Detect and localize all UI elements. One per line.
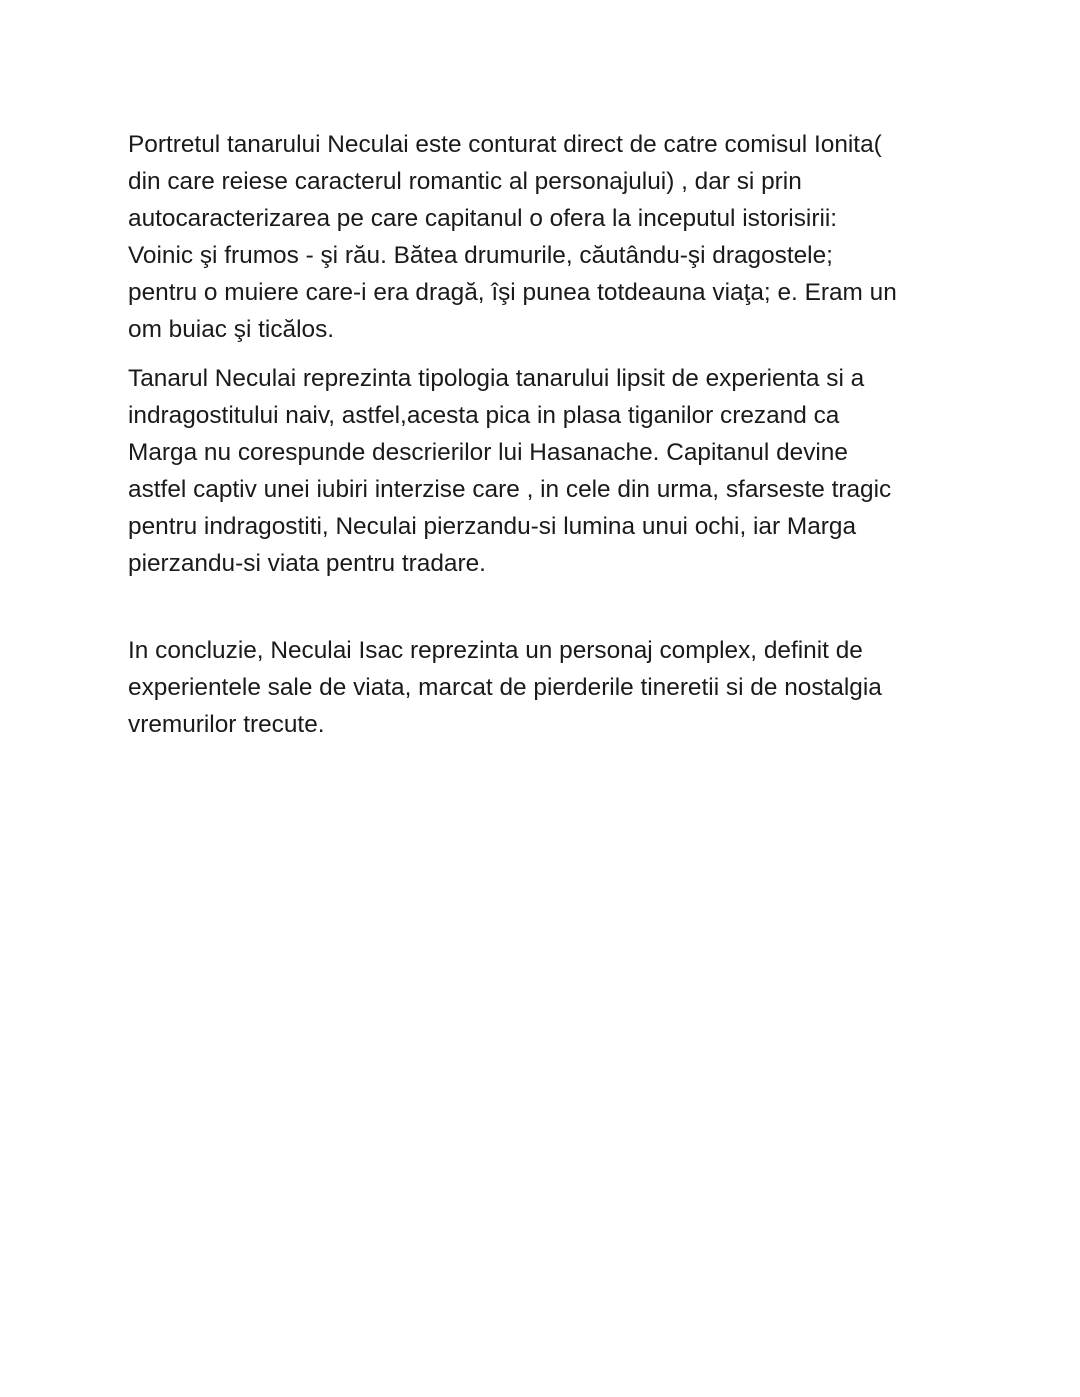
paragraph-typology [128,360,958,582]
paragraph-portrait [128,126,958,348]
text-line: pentru o muiere care-i era dragă, îşi punea totdeauna viaţa; e. Eram un [128,279,897,306]
text-line: om buiac şi ticălos. [128,316,335,343]
text-line: astfel captiv unei iubiri interzise care , in cele din urma, sfarseste tragic [128,476,892,503]
document-body [128,126,958,743]
text-line: In concluzie, Neculai Isac reprezinta un personaj complex, definit de [128,637,863,664]
paragraph-conclusion [128,632,958,743]
text-line: vremurilor trecute. [128,711,325,738]
text-line: Portretul tanarului Neculai este conturat direct de catre comisul Ionita( [128,131,882,158]
text-line: Marga nu corespunde descrierilor lui Hasanache. Capitanul devine [128,439,848,466]
text-line: din care reiese caracterul romantic al personajului) , dar si prin [128,168,802,195]
text-line: Tanarul Neculai reprezinta tipologia tanarului lipsit de experienta si a [128,365,865,392]
text-line: indragostitului naiv, astfel,acesta pica in plasa tiganilor crezand ca [128,402,840,429]
text-line: autocaracterizarea pe care capitanul o ofera la inceputul istorisirii: [128,205,838,232]
text-line: experientele sale de viata, marcat de pierderile tineretii si de nostalgia [128,674,882,701]
text-line: pierzandu-si viata pentru tradare. [128,550,486,577]
text-line: Voinic şi frumos - şi rău. Bătea drumurile, căutându-şi dragostele; [128,242,833,269]
text-line: pentru indragostiti, Neculai pierzandu-si lumina unui ochi, iar Marga [128,513,857,540]
